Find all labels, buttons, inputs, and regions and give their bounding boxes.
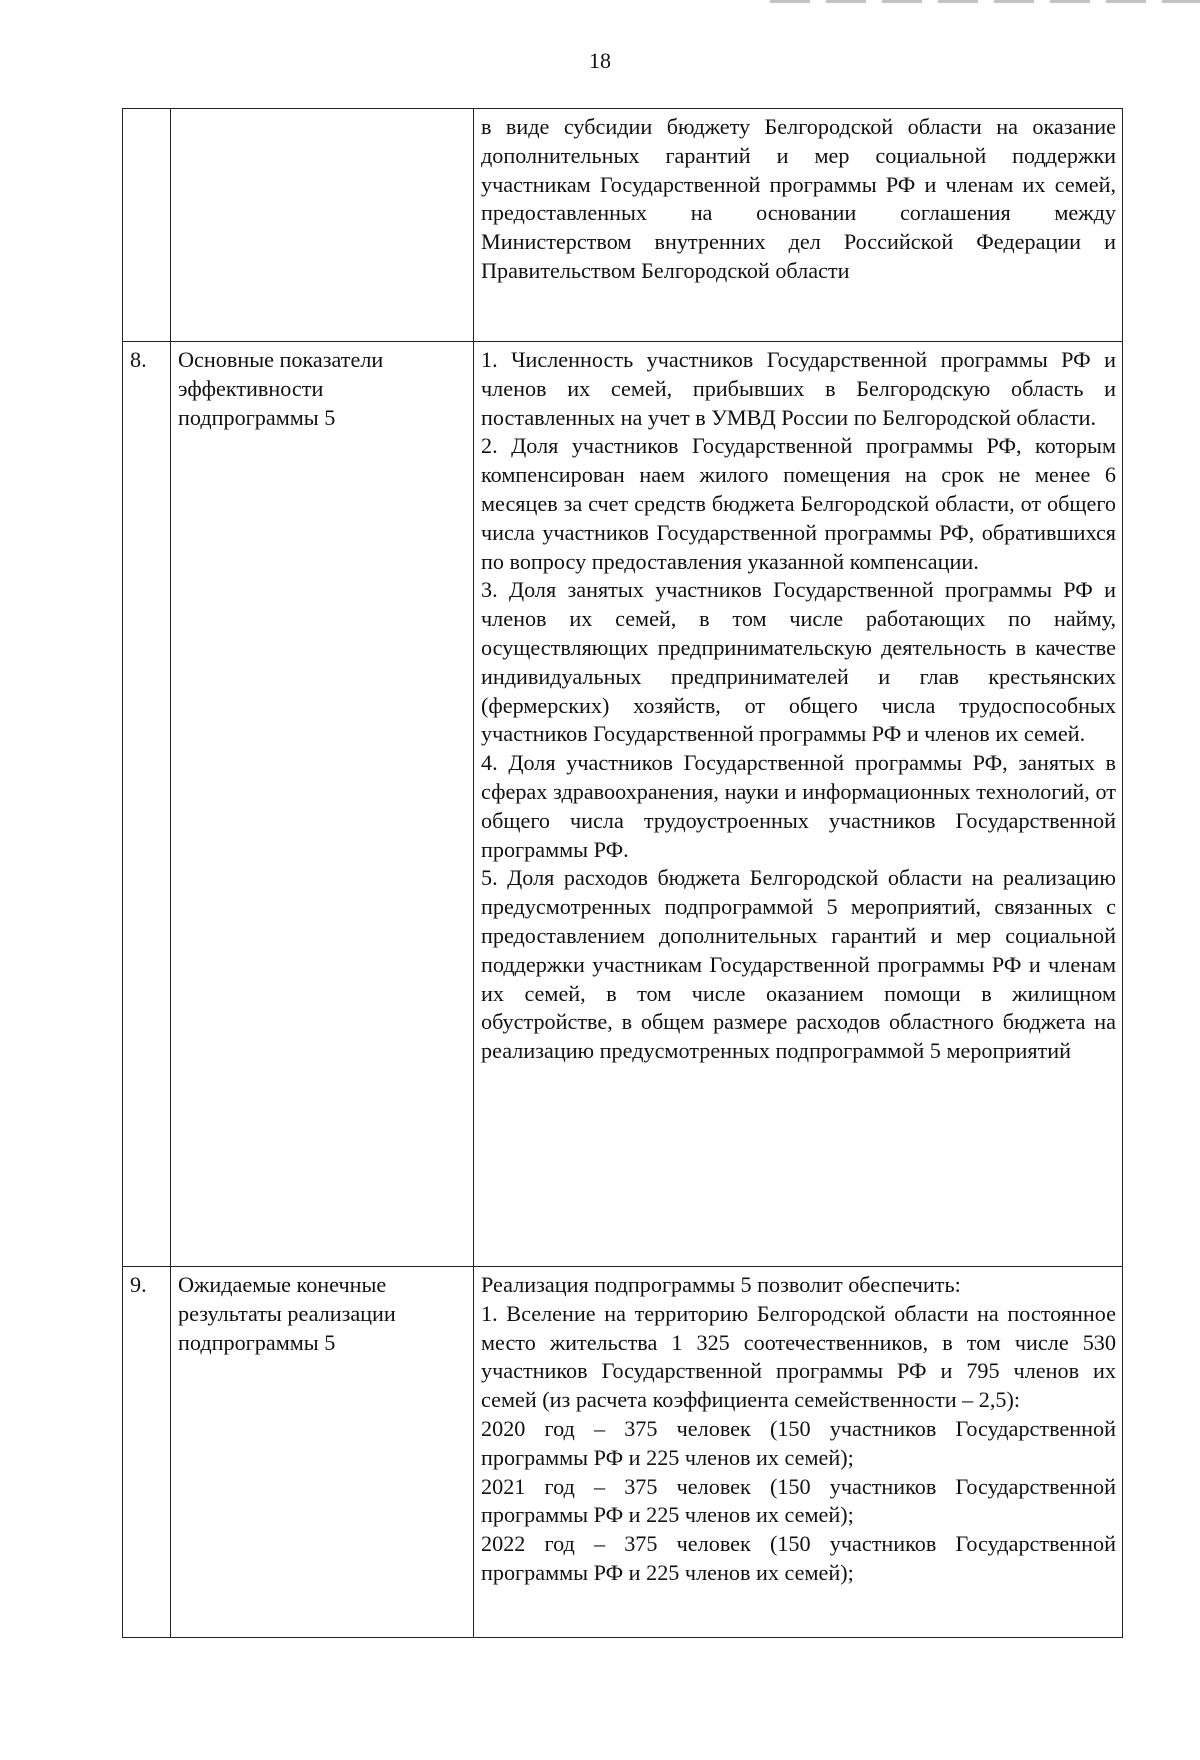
content-paragraph: 2021 год – 375 человек (150 участников Государственной программы РФ и 225 членов их семей); [481,1473,1116,1528]
row-name: Ожидаемые конечные результаты реализации подпрограммы 5 [171,1267,474,1638]
table-row [123,342,1123,1267]
row-name: Основные показатели эффективности подпрограммы 5 [171,342,474,1267]
row-content [474,109,1123,342]
row-content [474,342,1123,1267]
content-paragraph: в виде субсидии бюджету Белгородской области на оказание дополнительных гарантий и мер социальной поддержки участникам Государственной программы РФ и членам их семей, предоставленных на основании соглашения между Министерством внутренних дел Российской Федерации и Правительством Белгородской области [481,114,1116,283]
content-paragraph: 4. Доля участников Государственной программы РФ, занятых в сферах здравоохранения, науки и информационных технологий, от общего числа трудоустроенных участников Государственной программы РФ. [481,750,1116,862]
table-row [123,109,1123,342]
row-number: 9. [123,1267,171,1638]
content-paragraph: 5. Доля расходов бюджета Белгородской области на реализацию предусмотренных подпрограммой 5 мероприятий, связанных с предоставлением дополнительных гарантий и мер социальной поддержки участникам Государственной программы РФ и членам их семей, в том числе оказанием помощи в жилищном обустройстве, в общем размере расходов областного бюджета на реализацию предусмотренных подпрограммой 5 мероприятий [481,865,1116,1064]
content-paragraph: 1. Вселение на территорию Белгородской области на постоянное место жительства 1 325 соотечественников, в том числе 530 участников Государственной программы РФ и 795 членов их семей (из расчета коэффициента семейственности – 2,5): [481,1300,1116,1413]
row-number [123,109,171,342]
page-number: 18 [589,48,611,73]
row-name [171,109,474,342]
content-paragraph: 1. Численность участников Государственной программы РФ и членов их семей, прибывших в Белгородскую область и поставленных на учет в УМВД России по Белгородской области. [481,347,1116,430]
content-paragraph: 2022 год – 375 человек (150 участников Государственной программы РФ и 225 членов их семей); [481,1531,1116,1585]
content-paragraph: Реализация подпрограммы 5 позволит обеспечить: [481,1272,961,1297]
content-paragraph: 2020 год – 375 человек (150 участников Государственной программы РФ и 225 членов их семей); [481,1415,1116,1470]
content-paragraph: 3. Доля занятых участников Государственной программы РФ и членов их семей, в том числе работающих по найму, осуществляющих предпринимательскую деятельность в качестве индивидуальных предпринимателей и глав крестьянских (фермерских) хозяйств, от общего числа трудоспособных участников Государственной программы РФ и членов их семей. [481,577,1116,747]
scan-edge-mark [770,0,1200,3]
content-paragraph: 2. Доля участников Государственной программы РФ, которым компенсирован наем жилого помещения на срок не менее 6 месяцев за счет средств бюджета Белгородской области, от общего числа участников Государственной программы РФ, обратившихся по вопросу предоставления указанной компенсации. [481,433,1116,574]
table-row [123,1267,1123,1638]
row-number: 8. [123,342,171,1267]
row-content [474,1267,1123,1638]
passport-table [122,108,1123,1638]
